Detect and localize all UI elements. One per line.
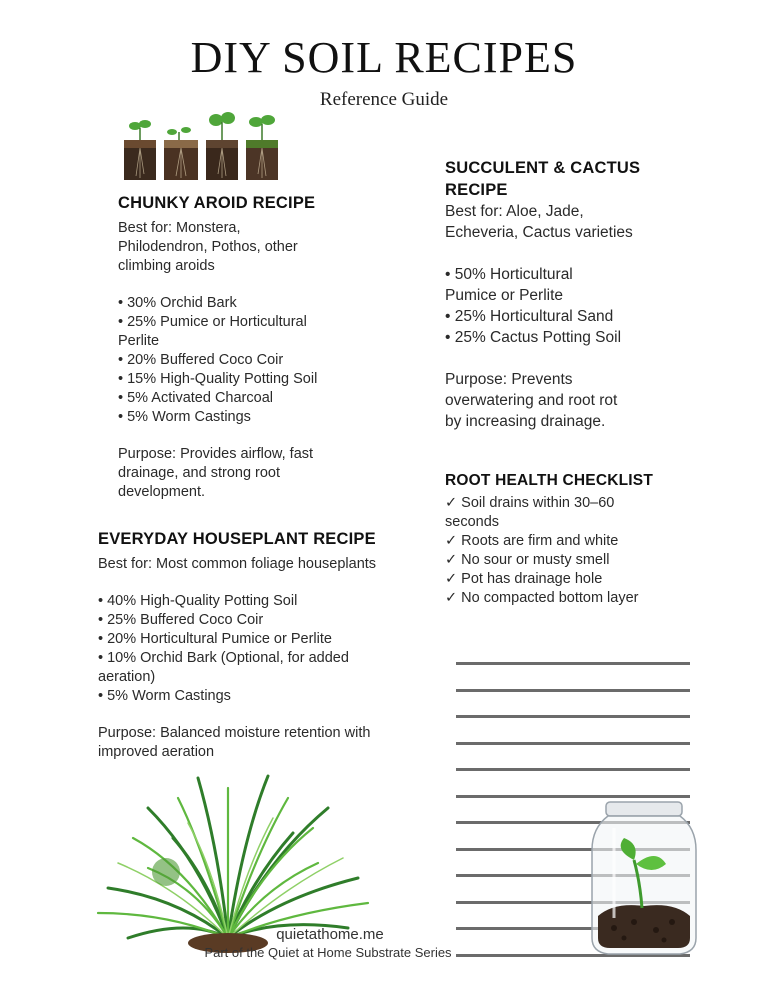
list-item: • 50% Horticultural	[445, 266, 573, 283]
chunky-aroid-heading: CHUNKY AROID RECIPE	[118, 194, 316, 212]
checklist-item: ✓ No compacted bottom layer	[445, 590, 639, 606]
checklist-item: seconds	[445, 514, 500, 530]
list-item: • 25% Pumice or Horticultural	[118, 314, 307, 330]
list-item: Pumice or Perlite	[445, 287, 564, 304]
note-line	[456, 768, 690, 771]
list-item: • 20% Buffered Coco Coir	[118, 352, 284, 368]
list-item: • 40% High-Quality Potting Soil	[98, 593, 298, 609]
chunky-aroid-section	[118, 194, 348, 502]
best-for-line: Best for: Most common foliage houseplants	[98, 556, 377, 572]
succulent-heading-line: RECIPE	[445, 181, 508, 199]
succulent-cactus-section	[445, 157, 665, 432]
everyday-houseplant-heading: EVERYDAY HOUSEPLANT RECIPE	[98, 530, 376, 548]
best-for-line: Best for: Aloe, Jade,	[445, 203, 584, 220]
ingredient-list	[118, 294, 348, 427]
purpose-line: improved aeration	[98, 744, 215, 760]
note-line	[456, 689, 690, 692]
succulent-heading-line: SUCCULENT & CACTUS	[445, 159, 641, 177]
page-title: DIY SOIL RECIPES	[190, 33, 578, 82]
checklist-item: ✓ Soil drains within 30–60	[445, 495, 615, 511]
list-item: • 20% Horticultural Pumice or Perlite	[98, 631, 332, 647]
list-item: • 25% Buffered Coco Coir	[98, 612, 264, 628]
best-for-line: Best for: Monstera,	[118, 220, 241, 236]
checklist-item: ✓ Pot has drainage hole	[445, 571, 603, 587]
list-item: Perlite	[118, 333, 160, 349]
list-item: • 25% Horticultural Sand	[445, 308, 614, 325]
purpose-line: Purpose: Balanced moisture retention with	[98, 725, 371, 741]
checklist-items	[445, 494, 685, 608]
list-item: • 25% Cactus Potting Soil	[445, 329, 622, 346]
purpose-line: development.	[118, 484, 206, 500]
best-for-line: Echeveria, Cactus varieties	[445, 224, 633, 241]
best-for-line: Philodendron, Pothos, other	[118, 239, 298, 255]
note-line	[456, 662, 690, 665]
list-item: • 5% Worm Castings	[98, 688, 231, 704]
ingredient-list	[98, 592, 418, 706]
purpose-line: overwatering and root rot	[445, 392, 618, 409]
everyday-houseplant-section	[98, 530, 418, 762]
soil-layers-illustration-icon	[122, 112, 280, 184]
purpose-line: drainage, and strong root	[118, 465, 281, 481]
purpose-line: Purpose: Provides airflow, fast	[118, 446, 314, 462]
page-subtitle: Reference Guide	[319, 89, 449, 110]
purpose-line: by increasing drainage.	[445, 413, 606, 430]
list-item: • 15% High-Quality Potting Soil	[118, 371, 318, 387]
note-line	[456, 715, 690, 718]
checklist-item: ✓ No sour or musty smell	[445, 552, 610, 568]
best-for-line: climbing aroids	[118, 258, 215, 274]
seedling-in-jar-icon	[584, 798, 704, 958]
list-item: • 30% Orchid Bark	[118, 295, 237, 311]
list-item: • 5% Activated Charcoal	[118, 390, 273, 406]
list-item: aeration)	[98, 669, 156, 685]
website-link[interactable]: quietathome.me	[276, 926, 384, 943]
list-item: • 10% Orchid Bark (Optional, for added	[98, 650, 349, 666]
checklist-item: ✓ Roots are firm and white	[445, 533, 619, 549]
purpose-line: Purpose: Prevents	[445, 371, 573, 388]
note-line	[456, 742, 690, 745]
list-item: • 5% Worm Castings	[118, 409, 251, 425]
series-caption: Part of the Quiet at Home Substrate Series	[204, 945, 452, 960]
ingredient-list	[445, 264, 665, 348]
checklist-heading: ROOT HEALTH CHECKLIST	[445, 472, 653, 489]
root-health-checklist	[445, 472, 685, 608]
